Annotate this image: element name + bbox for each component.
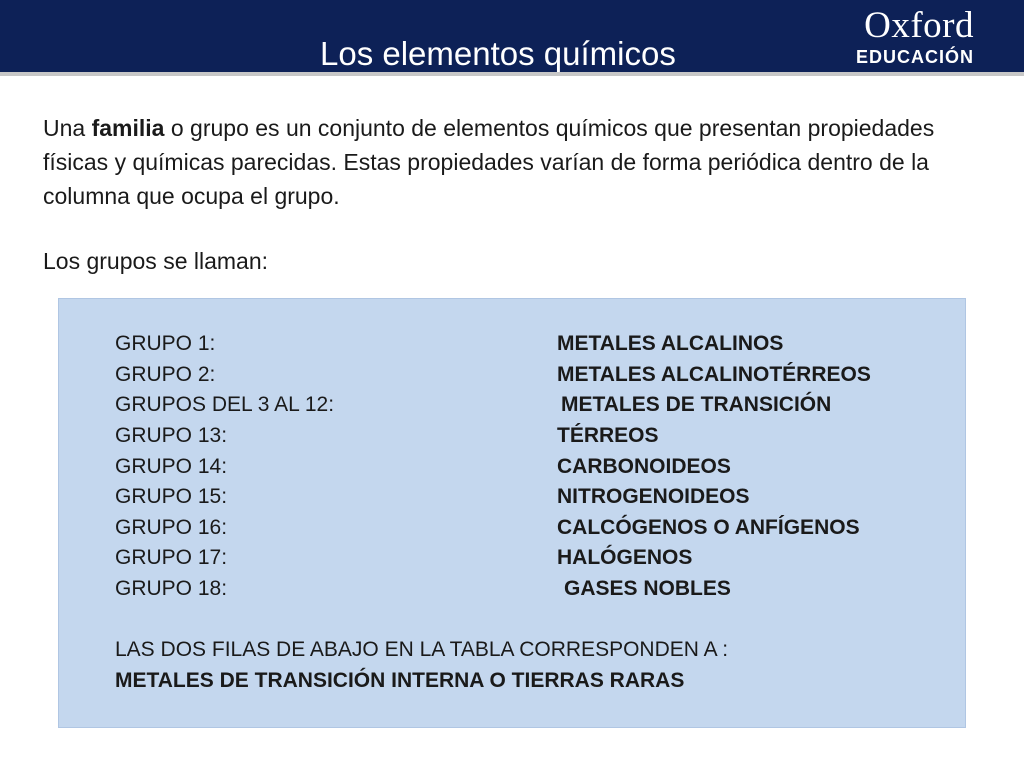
group-name: GRUPO 1:	[115, 332, 216, 355]
intro-text-after: o grupo es un conjunto de elementos químicos que presentan propiedades físicas y químicas parecidas. Estas propiedades varían de forma periódica dentro de la columna que ocupa el grupo.	[43, 115, 935, 209]
group-name: GRUPOS DEL 3 AL 12:	[115, 393, 335, 416]
group-family: NITROGENOIDEOS	[557, 485, 750, 508]
group-family: TÉRREOS	[557, 424, 659, 447]
group-name: GRUPO 16:	[115, 516, 228, 539]
intro-text-bold: familia	[91, 115, 165, 141]
rare-earths-note: LAS DOS FILAS DE ABAJO EN LA TABLA CORRESPONDEN A :	[115, 638, 729, 661]
group-name: GRUPO 2:	[115, 363, 216, 386]
intro-paragraph	[43, 111, 943, 213]
oxford-logo	[855, 5, 974, 68]
groups-box	[58, 298, 966, 728]
groups-subheading: Los grupos se llaman:	[43, 248, 269, 274]
group-name: GRUPO 13:	[115, 424, 228, 447]
group-family: METALES DE TRANSICIÓN	[561, 393, 832, 416]
logo-sub-text: EDUCACIÓN	[855, 47, 974, 67]
page-title: Los elementos químicos	[320, 35, 676, 72]
group-name: GRUPO 18:	[115, 577, 228, 600]
group-name: GRUPO 17:	[115, 546, 228, 569]
group-family: CALCÓGENOS O ANFÍGENOS	[557, 516, 860, 539]
group-name: GRUPO 14:	[115, 455, 228, 478]
group-family: GASES NOBLES	[564, 577, 731, 600]
group-family: METALES ALCALINOS	[557, 332, 784, 355]
header-bar	[0, 0, 1024, 76]
group-family: METALES ALCALINOTÉRREOS	[557, 363, 871, 386]
group-name: GRUPO 15:	[115, 485, 228, 508]
rare-earths-label: METALES DE TRANSICIÓN INTERNA O TIERRAS RARAS	[115, 669, 685, 692]
group-family: CARBONOIDEOS	[557, 455, 731, 478]
logo-main-text: Oxford	[864, 5, 974, 46]
intro-text-before: Una	[43, 115, 92, 141]
group-family: HALÓGENOS	[557, 546, 693, 569]
